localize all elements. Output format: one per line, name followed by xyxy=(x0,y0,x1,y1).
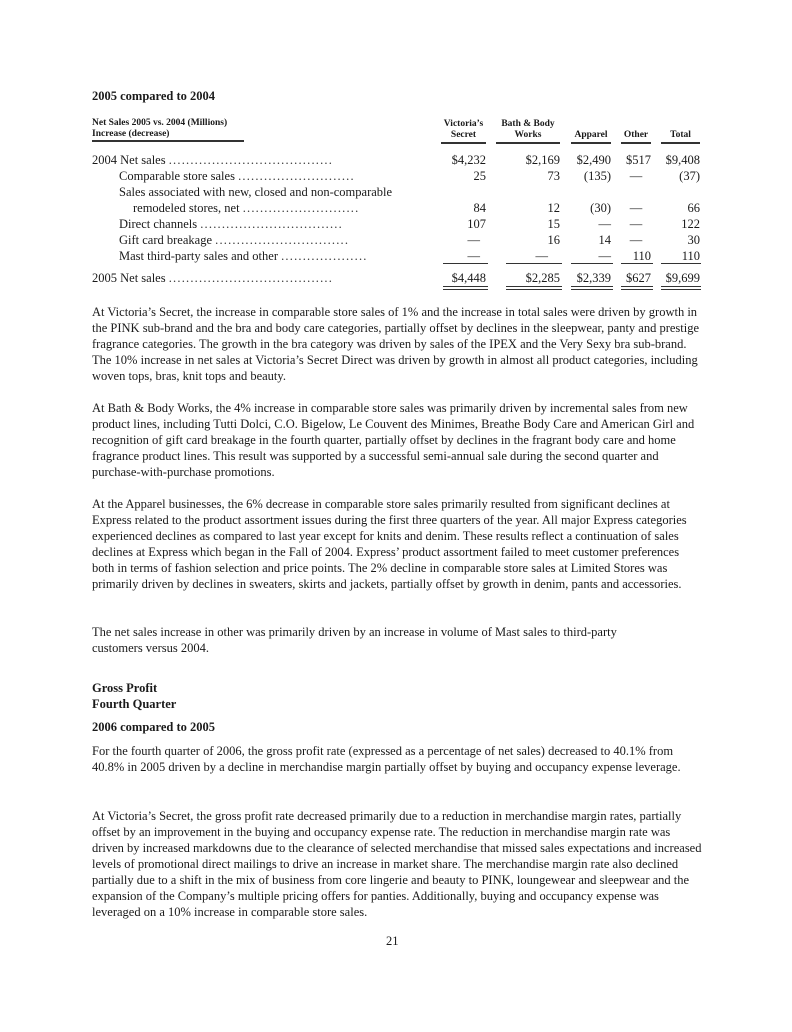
cell: — xyxy=(629,233,643,247)
cell: 73 xyxy=(547,169,560,183)
comparison-subheading: 2006 compared to 2005 xyxy=(92,720,216,734)
row-label: 2004 Net sales ...................................... xyxy=(92,153,334,167)
col-header-line2: Works xyxy=(514,129,542,140)
cell: — xyxy=(535,249,548,263)
cell: (37) xyxy=(679,169,700,183)
row-label: Sales associated with new, closed and non-comparable xyxy=(119,185,393,199)
cell: 122 xyxy=(681,217,700,231)
paragraph-apparel: At the Apparel businesses, the 6% decrease in comparable store sales primarily resulted from significant declines at Express related to the product assortment issues during the first three quarters of the year. All major Express categories experienced declines as compared to last year except for knits and denim. These results reflect a continuation of sales declines at Express which began in the Fall of 2004. Express’ product assortment failed to meet customer preferences both in terms of fashion selection and price points. The 2% decline in comparable store sales at Limited Stores was primarily driven by declines in sweaters, skirts and jackets, partially offset by growth in denim, pants and accessories. xyxy=(92,497,687,591)
cell: 14 xyxy=(598,233,611,247)
cell: 107 xyxy=(467,217,486,231)
cell: $2,339 xyxy=(576,271,611,285)
section-heading: 2005 compared to 2004 xyxy=(92,89,216,103)
cell: — xyxy=(629,217,643,231)
cell: $9,408 xyxy=(665,153,700,167)
subtotal-rule xyxy=(443,263,488,264)
cell: $627 xyxy=(626,271,651,285)
table-row xyxy=(92,168,702,184)
header-label-line1: Net Sales 2005 vs. 2004 (Millions) xyxy=(92,118,228,128)
cell: 15 xyxy=(547,217,560,231)
double-rule xyxy=(661,286,701,290)
table-row xyxy=(92,216,702,232)
table-row xyxy=(92,248,702,264)
gross-profit-heading: Gross Profit xyxy=(92,681,158,695)
cell: $517 xyxy=(626,153,651,167)
double-rule xyxy=(443,286,488,290)
row-label: Comparable store sales ........................... xyxy=(119,169,355,183)
cell: — xyxy=(467,233,480,247)
col-header-total xyxy=(661,130,700,145)
cell: — xyxy=(598,249,611,263)
header-label-line2: Increase (decrease) xyxy=(92,128,170,139)
double-rule xyxy=(571,286,613,290)
table-row xyxy=(92,200,702,216)
cell: — xyxy=(598,217,611,231)
cell: 12 xyxy=(547,201,560,215)
header-rule xyxy=(92,140,244,142)
subtotal-rule xyxy=(506,263,562,264)
cell: — xyxy=(629,201,643,215)
cell: — xyxy=(467,249,480,263)
cell: (30) xyxy=(590,201,611,215)
paragraph-other: The net sales increase in other was primarily driven by an increase in volume of Mast sales to third-party customers versus 2004. xyxy=(92,625,617,655)
fourth-quarter-heading: Fourth Quarter xyxy=(92,697,177,711)
col-header-line1: Victoria’s xyxy=(443,119,484,129)
paragraph-victorias-secret: At Victoria’s Secret, the increase in comparable store sales of 1% and the increase in total sales were driven by growth in the PINK sub-brand and the bra and body care categories, partially offset by declines in the sleepwear, panty and prestige fragrance categories. The growth in the bra category was driven by sales of the IPEX and the Very Sexy bra sub-brand. The 10% increase in net sales at Victoria’s Secret Direct was driven by growth in almost all product categories, including woven tops, bras, knit tops and beauty. xyxy=(92,305,700,383)
cell: $2,490 xyxy=(576,153,611,167)
cell: $4,448 xyxy=(451,271,486,285)
col-header-line2: Secret xyxy=(450,129,477,140)
paragraph-bath-body-works: At Bath & Body Works, the 4% increase in comparable store sales was primarily driven by incremental sales from new product lines, including Tutti Dolci, C.O. Bigelow, Le Couvent des Minimes, Breathe Body Care and American Girl and recognition of gift card breakage in the fourth quarter, partially offset by declines in the fragrant body care and home fragrance product lines. This result was supported by a successful semi-annual sale during the second quarter and purchase-with-purchase promotions. xyxy=(92,401,695,479)
subtotal-rule xyxy=(571,263,613,264)
cell: $2,169 xyxy=(525,153,560,167)
cell: 25 xyxy=(473,169,486,183)
cell: $2,285 xyxy=(525,271,560,285)
row-label: Direct channels ................................. xyxy=(119,217,343,231)
row-label: Gift card breakage ............................... xyxy=(119,233,350,247)
row-label: remodeled stores, net ........................... xyxy=(133,201,360,215)
table-row xyxy=(92,232,702,248)
subtotal-rule xyxy=(621,263,653,264)
col-header-victorias-secret xyxy=(441,119,486,144)
row-label: 2005 Net sales ...................................... xyxy=(92,271,334,285)
table-header xyxy=(92,118,702,144)
row-label: Mast third-party sales and other .................... xyxy=(119,249,368,263)
col-header-apparel xyxy=(571,130,611,145)
cell: 66 xyxy=(687,201,700,215)
col-header-line2: Other xyxy=(623,129,649,140)
col-header-line2: Apparel xyxy=(574,129,608,140)
net-sales-table xyxy=(92,118,702,286)
paragraph-gross-profit-victorias-secret: At Victoria’s Secret, the gross profit rate decreased primarily due to a reduction in merchandise margin rates, partially offset by an improvement in the buying and occupancy expense rate. The reduction in merchandise margin rate was driven by increased markdowns due to the clearance of selected merchandise that missed sales expectations and increased levels of promotional direct mailings to drive an increase in market share. The merchandise margin rate also declined partially due to a shift in the mix of business from core lingerie and beauty to PINK, loungewear and sleepwear and the expansion of the Company’s multiple pricing offers for panties. Additionally, buying and occupancy expense was leveraged on a 10% increase in comparable store sales. xyxy=(92,809,702,919)
subtotal-rule xyxy=(661,263,701,264)
cell: $4,232 xyxy=(451,153,486,167)
table-row xyxy=(92,152,702,168)
cell: (135) xyxy=(583,169,611,183)
cell: — xyxy=(629,169,643,183)
cell: 84 xyxy=(473,201,486,215)
table-row-total xyxy=(92,270,702,286)
page-number: 21 xyxy=(386,934,399,948)
col-header-line2: Total xyxy=(670,129,691,140)
cell: 30 xyxy=(687,233,700,247)
col-header-bath-body-works xyxy=(496,119,560,144)
col-header-other xyxy=(621,130,651,145)
cell: 110 xyxy=(681,249,700,263)
cell: 16 xyxy=(547,233,560,247)
cell: $9,699 xyxy=(665,271,700,285)
table-row xyxy=(92,184,702,200)
double-rule xyxy=(621,286,653,290)
cell: 110 xyxy=(632,249,651,263)
col-header-line1: Bath & Body xyxy=(501,119,555,129)
paragraph-gross-profit-rate: For the fourth quarter of 2006, the gross profit rate (expressed as a percentage of net sales) decreased to 40.1% from 40.8% in 2005 driven by a decline in merchandise margin partially offset by buying and occupancy expense leverage. xyxy=(92,744,681,774)
double-rule xyxy=(506,286,562,290)
table-header-label xyxy=(92,118,227,139)
